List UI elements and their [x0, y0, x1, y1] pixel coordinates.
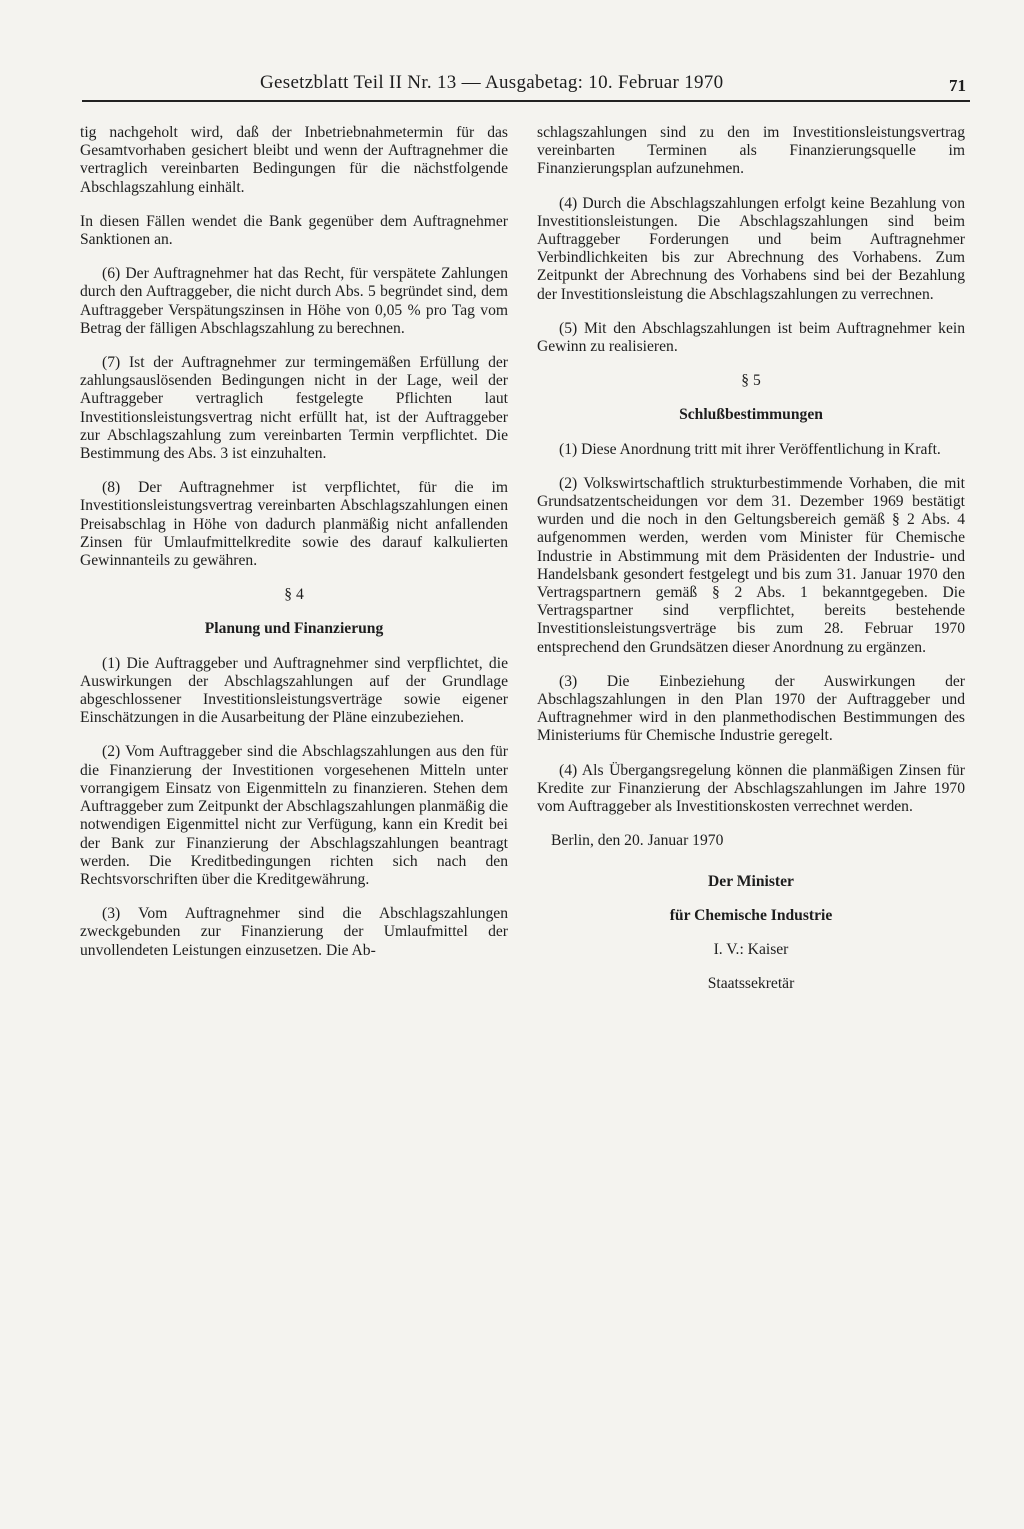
paragraph: (3) Die Einbeziehung der Auswirkungen der Abschlagszahlungen in den Plan 1970 der Auftraggeber und Auftragnehmer wird in den planmethodischen Bestimmungen des Ministeriums für Chemische Industrie geregelt. — [537, 672, 965, 745]
signature-ministry: für Chemische Industrie — [669, 906, 833, 924]
signature-name: I. V.: Kaiser — [713, 940, 789, 958]
paragraph: (7) Ist der Auftragnehmer zur termingemäßen Erfüllung der zahlungsauslösenden Bedingungen nicht in der Lage, weil der Auftraggeber vertraglich festgelegte Pflichten laut Investitionsleistungsvertrag nicht erfüllt hat, ist der Auftraggeber zur Abschlagszahlung zum vereinbarten Termin verpflichtet. Die Bestimmung des Abs. 3 ist einzuhalten. — [80, 354, 508, 463]
place-date: Berlin, den 20. Januar 1970 — [551, 832, 724, 850]
paragraph: (4) Als Übergangsregelung können die planmäßigen Zinsen für Kredite zur Finanzierung der Abschlagszahlungen im Jahre 1970 vom Auftraggeber als Investitionskosten verrechnet werden. — [537, 761, 965, 816]
paragraph: schlagszahlungen sind zu den im Investitionsleistungsvertrag vereinbarten Terminen als Finanzierungsquelle im Finanzierungsplan aufzunehmen. — [537, 124, 965, 178]
section-title: Planung und Finanzierung — [204, 620, 384, 638]
paragraph: (2) Volkswirtschaftlich strukturbestimmende Vorhaben, die mit Grundsatzentscheidungen vor dem 31. Dezember 1969 bestätigt wurden und die noch in den Geltungsbereich gemäß § 2 Abs. 4 aufgenommen werden, werden vom Minister für Chemische Industrie in Abstimmung mit dem Präsidenten der Industrie- und Handelsbank gesondert festgelegt und bis zum 31. Januar 1970 den Vertragspartnern gemäß § 2 Abs. 1 bekanntgegeben. Die Vertragspartner sind verpflichtet, bereits bestehende Investitionsleistungsverträge bis zum 28. Februar 1970 entsprechend den Grundsätzen dieser Anordnung zu ergänzen. — [537, 474, 965, 656]
section-title: Schlußbestimmungen — [679, 406, 823, 424]
page-header — [82, 70, 970, 102]
page-number: 71 — [949, 76, 966, 95]
paragraph: (5) Mit den Abschlagszahlungen ist beim Auftragnehmer kein Gewinn zu realisieren. — [537, 319, 965, 356]
paragraph: (6) Der Auftragnehmer hat das Recht, für verspätete Zahlungen durch den Auftraggeber, die nicht durch Abs. 5 begründet sind, dem Auftraggeber Verspätungszinsen in Höhe von 0,05 % pro Tag vom Betrag der fälligen Abschlagszahlung zu berechnen. — [80, 265, 508, 337]
paragraph: (1) Diese Anordnung tritt mit ihrer Veröffentlichung in Kraft. — [559, 440, 941, 458]
paragraph: (1) Die Auftraggeber und Auftragnehmer sind verpflichtet, die Auswirkungen der Abschlagszahlungen auf der Grundlage abgeschlossener Investitionsleistungsverträge sowie eigener Einschätzungen in die Ausarbeitung der Pläne einzubeziehen. — [80, 654, 508, 727]
paragraph: (2) Vom Auftraggeber sind die Abschlagszahlungen aus den für die Finanzierung der Investitionen vorgesehenen Mitteln unter vorrangigem Einsatz von Eigenmitteln zu finanzieren. Stehen dem Auftraggeber zum Zeitpunkt der Abschlagszahlungen planmäßig die notwendigen Eigenmittel nicht zur Verfügung, kann ein Kredit bei der Bank zur Finanzierung der Abschlagszahlungen beantragt werden. Die Kreditbedingungen richten sich nach den Rechtsvorschriften über die Kreditgewährung. — [80, 743, 508, 888]
section-number: § 5 — [741, 372, 761, 390]
right-column — [537, 124, 965, 1009]
paragraph: (3) Vom Auftragnehmer sind die Abschlagszahlungen zweckgebunden zur Finanzierung der Umlaufmittel der unvollendeten Leistungen einzusetzen. Die Ab- — [80, 905, 508, 959]
paragraph: (8) Der Auftragnehmer ist verpflichtet, für die im Investitionsleistungsvertrag vereinbarten Abschlagszahlungen einen Preisabschlag in Höhe von dadurch planmäßig nicht anfallenden Zinsen für Umlaufmittelkredite sowie des darauf kalkulierten Gewinnanteils zu gewähren. — [80, 479, 508, 570]
paragraph: (4) Durch die Abschlagszahlungen erfolgt keine Bezahlung von Investitionsleistungen. Die Abschlagszahlungen sind beim Auftraggeber Forderungen und beim Auftragnehmer Verbindlichkeiten bis zur Abrechnung des Vorhabens. Zum Zeitpunkt der Abrechnung des Vorhabens sind bei der Bezahlung der Investitionsleistung die Abschlagszahlungen zu verrechnen. — [537, 194, 965, 303]
paragraph: tig nachgeholt wird, daß der Inbetriebnahmetermin für das Gesamtvorhaben gesichert bleibt und wenn der Auftragnehmer die vertraglich vereinbarten Bedingungen für die nächstfolgende Abschlagszahlung einhält. — [80, 124, 508, 196]
signature-role: Staatssekretär — [707, 975, 795, 993]
header-title: Gesetzblatt Teil II Nr. 13 — Ausgabetag: 10. Februar 1970 — [260, 72, 724, 93]
section-number: § 4 — [284, 586, 304, 604]
paragraph: In diesen Fällen wendet die Bank gegenüber dem Auftragnehmer Sanktionen an. — [80, 212, 508, 249]
signature-title: Der Minister — [708, 872, 794, 890]
left-column — [80, 124, 508, 976]
